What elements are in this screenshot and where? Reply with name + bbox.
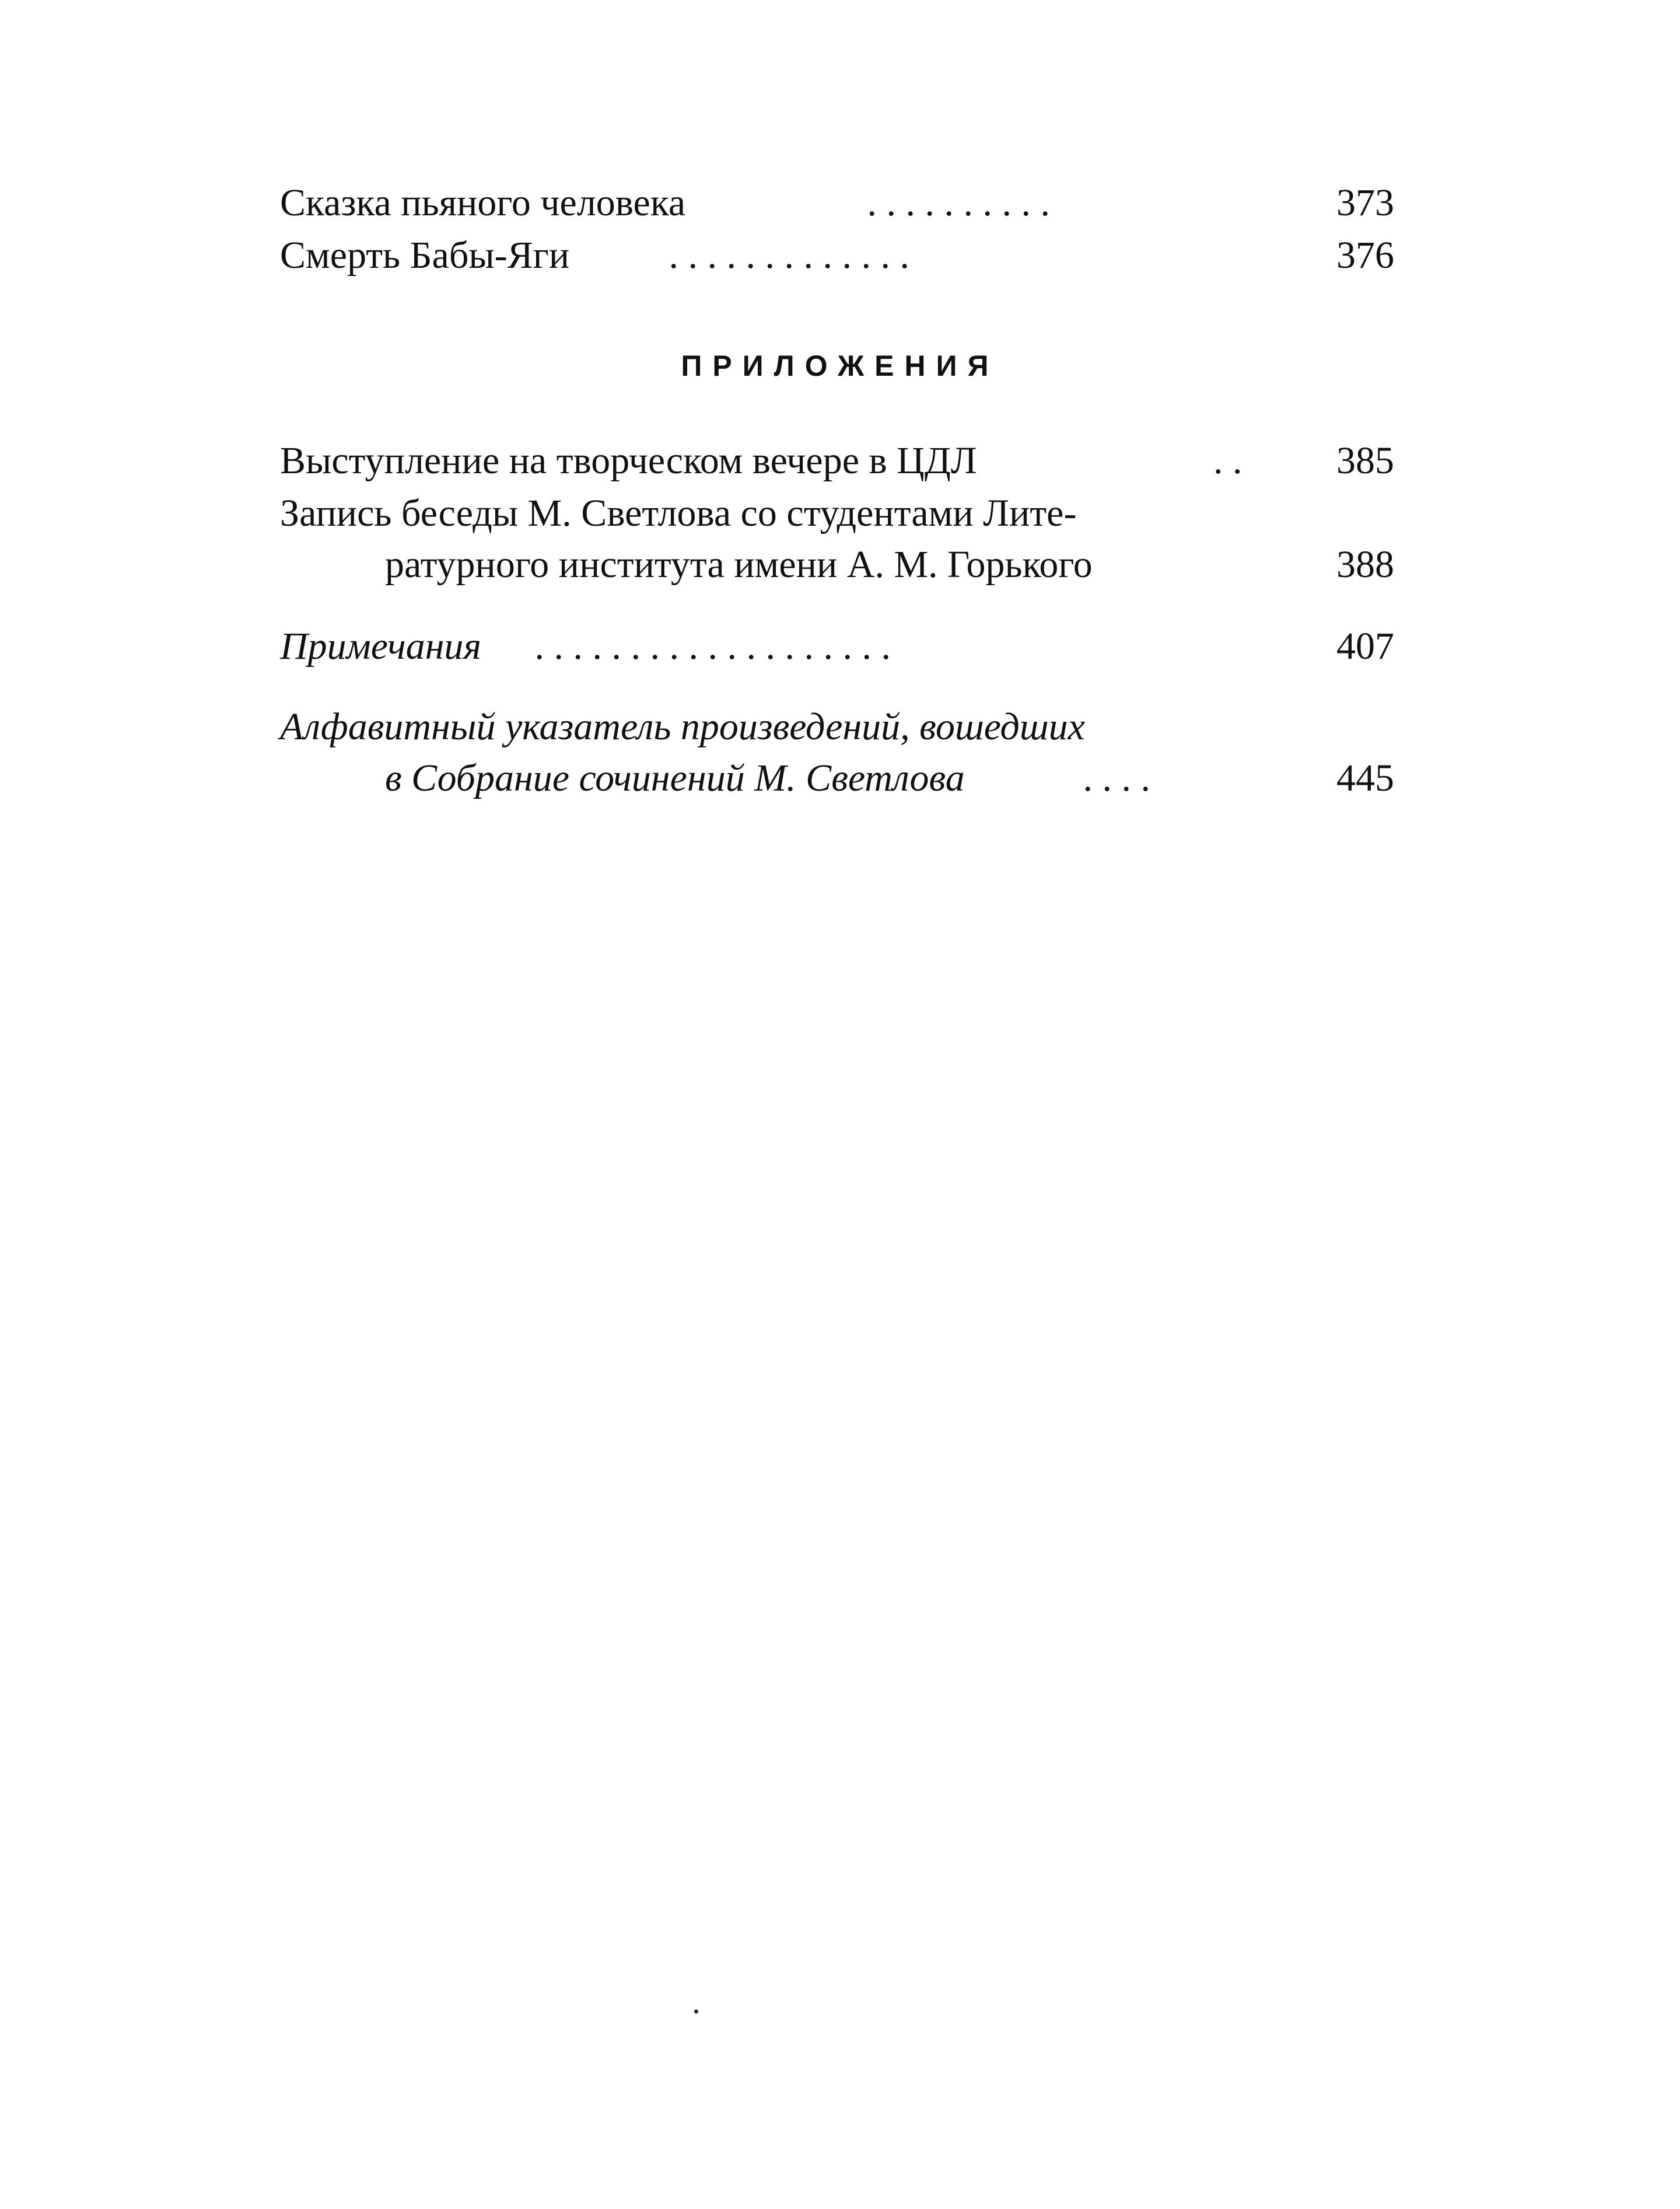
toc-leader-dots: . . . . . . . . . . <box>858 181 1050 224</box>
toc-entry-continuation <box>280 754 1394 803</box>
toc-leader-dots: . . . . . . . . . . . . . <box>659 234 909 277</box>
toc-entry <box>280 489 1394 538</box>
toc-leader-dots: . . <box>1213 439 1242 482</box>
page-mark-dot <box>694 2009 698 2014</box>
toc-entry <box>280 622 1394 671</box>
toc-entry <box>280 231 1394 280</box>
toc-page-number: 385 <box>1336 439 1394 482</box>
toc-leader-dots: . . . . <box>1073 757 1150 799</box>
toc-page-number: 445 <box>1336 757 1394 799</box>
toc-entry <box>280 436 1394 485</box>
toc-entry-title: Алфавитный указатель произведений, вошедших <box>280 705 1085 748</box>
toc-entry <box>280 702 1394 752</box>
toc-leader-dots: . . . . . . . . . . . . . . . . . . . <box>525 625 891 667</box>
toc-entry-continuation <box>280 540 1394 589</box>
toc-page-number: 376 <box>1336 234 1394 277</box>
toc-entry-title: Выступление на творческом вечере в ЦДЛ <box>280 439 977 482</box>
toc-entry-title: в Собрание сочинений М. Светлова <box>385 757 965 799</box>
toc-entry <box>280 179 1394 228</box>
toc-page-number: 373 <box>1336 181 1394 224</box>
toc-page-number: 388 <box>1336 543 1394 586</box>
toc-page-number: 407 <box>1336 625 1394 667</box>
toc-entry-title: ратурного института имени А. М. Горького <box>385 543 1093 586</box>
section-heading: ПРИЛОЖЕНИЯ <box>681 349 999 382</box>
toc-entry-title: Запись беседы М. Светлова со студентами Лите- <box>280 492 1077 534</box>
toc-entry-title: Смерть Бабы-Яги <box>280 234 570 277</box>
toc-entry-title: Сказка пьяного человека <box>280 181 686 224</box>
toc-entry-title: Примечания <box>280 625 482 667</box>
